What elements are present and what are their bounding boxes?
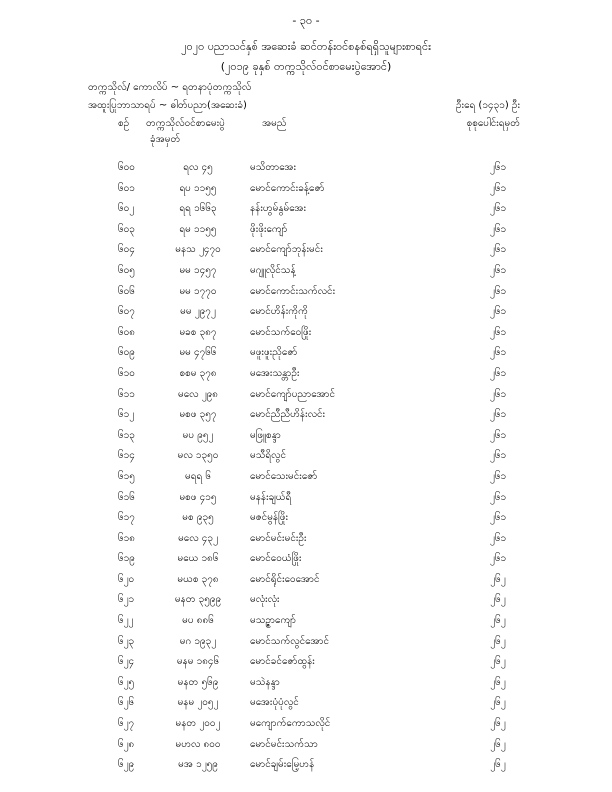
- col-header-score: စုစုပေါင်းရမှတ်: [466, 118, 520, 129]
- total-score: ၂၆၁: [489, 388, 507, 400]
- total-score: ၂၆၁: [489, 244, 507, 256]
- total-score: ၂၆၂: [490, 738, 506, 750]
- row-number: ၆၁၉: [118, 553, 135, 565]
- candidate-name: မသီရိလွင်: [250, 450, 287, 462]
- column-header-row: [0, 116, 612, 132]
- table-row: [0, 652, 612, 673]
- total-score: ၂၆၂: [490, 697, 506, 709]
- column-header-sub-row: [0, 132, 612, 148]
- roll-number: ရလ ၄၅: [183, 162, 213, 173]
- candidate-name: မအေးသန္တာဦး: [250, 367, 300, 379]
- total-score: ၂၆၂: [490, 718, 506, 730]
- candidate-name: မသဥ္ဇာကျော်: [250, 615, 296, 627]
- roll-number: မမ ၄၇၆၆: [179, 347, 217, 359]
- candidate-name: မောင်ကျော်ဘုန်းမင်း: [250, 244, 323, 256]
- candidate-name: မောင်သက်လွင်အောင်: [250, 635, 330, 647]
- table-row: [0, 220, 612, 241]
- roll-number: ရမ ၁၁၅၅: [179, 223, 217, 235]
- candidate-name: ဖိုးဖိုးကျော်: [250, 223, 288, 235]
- roll-number: မစဖ ၃၅၇: [179, 409, 217, 421]
- table-row: [0, 549, 612, 570]
- table-row: [0, 590, 612, 611]
- total-score: ၂၆၁: [489, 450, 507, 462]
- row-number: ၆၀၆: [118, 285, 135, 297]
- row-number: ၆၂၅: [118, 676, 135, 688]
- row-number: ၆၀၉: [118, 347, 135, 359]
- table-row: [0, 158, 612, 179]
- candidate-name: မနန်းချယ်ရီ: [250, 491, 292, 503]
- row-number: ၆၂၈: [118, 738, 135, 750]
- table-row: [0, 385, 612, 406]
- subject-label: အထူးပြုဘာသာရပ် ~ ဓါတ်ပညာ(အဆေးခံ): [88, 100, 247, 111]
- row-number: ၆၁၆: [118, 491, 135, 503]
- row-number: ၆၂၁: [118, 594, 135, 606]
- table-row: [0, 714, 612, 735]
- candidate-name: မောင်ဟိန်းကိုကို: [250, 306, 308, 318]
- table-row: [0, 755, 612, 776]
- table-row: [0, 405, 612, 426]
- row-number: ၆၁၇: [118, 512, 135, 524]
- row-number: ၆၀၇: [118, 306, 135, 318]
- total-score: ၂၆၂: [490, 676, 506, 688]
- roll-number: စစမ ၃၇၈: [179, 367, 217, 379]
- table-row: [0, 343, 612, 364]
- total-score: ၂၆၁: [489, 491, 507, 503]
- roll-number: မပ ၈၈၆: [182, 615, 214, 627]
- table-row: [0, 240, 612, 261]
- candidate-name: မောင်မင်းမင်းဦး: [250, 532, 307, 544]
- total-score: ၂၆၁: [489, 306, 507, 318]
- roll-number: မအ ၁၂၅၉: [178, 759, 218, 771]
- row-number: ၆၁၈: [118, 532, 135, 544]
- table-row: [0, 570, 612, 591]
- total-score: ၂၆၁: [489, 326, 507, 338]
- row-number: ၆၂၇: [118, 718, 135, 730]
- roll-number: မဟလ ၈၀၀: [175, 738, 221, 750]
- roll-number: ရပ ၁၁၅၅: [179, 182, 217, 194]
- roll-number: မလ ၁၃၅၀: [177, 450, 219, 462]
- candidate-name: မလုံးလုံး: [250, 594, 280, 606]
- total-score: ၂၆၂: [490, 635, 506, 647]
- roll-number: မခစ ၃၈၇: [179, 326, 217, 338]
- candidate-name: မောင်သက်ဝေဖြိုး: [250, 326, 312, 338]
- candidate-name: မောင်ဝေယံဖြိုး: [250, 553, 302, 565]
- candidate-name: မောင်ကျော်ပညာအောင်: [250, 388, 336, 400]
- total-score: ၂၆၁: [489, 409, 507, 421]
- candidate-name: မောင်ချမ်းမြေ့ဟန်: [250, 759, 315, 771]
- table-row: [0, 426, 612, 447]
- roll-number: မနမ ၁၈၄၆: [176, 656, 220, 668]
- roll-number: မနမ ၂၀၅၂: [177, 697, 219, 709]
- row-number: ၆၁၃: [118, 429, 135, 441]
- total-score: ၂၆၁: [489, 429, 507, 441]
- table-row: [0, 467, 612, 488]
- roll-number: မစ ၉၃၅: [182, 512, 214, 524]
- table-row: [0, 735, 612, 756]
- table-row: [0, 199, 612, 220]
- row-number: ၆၀၄: [118, 244, 135, 256]
- total-score: ၂၆၁: [489, 367, 507, 379]
- result-list: [0, 158, 612, 776]
- table-row: [0, 632, 612, 653]
- roll-number: မယေ ၁၈၆: [177, 553, 219, 565]
- row-number: ၆၁၀: [118, 367, 135, 379]
- total-score: ၂၆၂: [490, 573, 506, 585]
- row-number: ၆၁၅: [118, 470, 135, 482]
- roll-number: မမ ၁၄၅၇: [179, 264, 217, 276]
- roll-number: မရရ ၆: [184, 470, 211, 482]
- table-row: [0, 611, 612, 632]
- total-score: ၂၆၂: [490, 594, 506, 606]
- row-number: ၆၂၀: [118, 573, 135, 585]
- row-number: ၆၂၄: [118, 656, 135, 668]
- roll-number: မယစ ၃၇၈: [177, 573, 219, 585]
- candidate-name: မအေးပုံပုံလွင်: [250, 697, 299, 709]
- total-score: ၂၆၁: [489, 162, 507, 173]
- total-score: ၂၆၂: [490, 656, 506, 668]
- candidate-name: မောင်ကောင်းခန့်ဇော်: [250, 182, 325, 194]
- total-score: ၂၆၁: [489, 203, 507, 215]
- row-number: ၆၁၄: [118, 450, 135, 462]
- roll-number: မလေ ၂၉၈: [178, 388, 218, 400]
- candidate-name: မောင်ကောင်းသက်လင်း: [250, 285, 336, 297]
- row-number: ၆၁၁: [118, 388, 135, 400]
- table-row: [0, 529, 612, 550]
- table-row: [0, 364, 612, 385]
- total-score: ၂၆၁: [489, 182, 507, 194]
- roll-number: မမ ၁၇၇၀: [179, 285, 217, 297]
- table-row: [0, 488, 612, 509]
- document-subtitle: (၂၀၁၉ ခုနှစ် တက္ကသိုလ်ဝင်စာမေးပွဲအောင်): [220, 60, 392, 73]
- roll-number: မနတ ၂၀၀၂: [175, 718, 221, 730]
- table-row: [0, 282, 612, 303]
- document-title: ၂၀၂၀ ပညာသင်နှစ် အဆေးခံ ဆင်တန်းဝင်စနစ်ရရှိသူများစာရင်း: [181, 40, 431, 53]
- subject-header: [0, 98, 612, 114]
- total-score: ၂၆၂: [490, 615, 506, 627]
- row-number: ၆၀၈: [118, 326, 135, 338]
- row-number: ၆၂၉: [118, 759, 135, 771]
- roll-number: မနတ ၃၅၉၉: [174, 594, 222, 606]
- total-score: ၂၆၂: [490, 759, 506, 771]
- table-row: [0, 323, 612, 344]
- table-row: [0, 673, 612, 694]
- row-number: ၆၀၀: [118, 162, 135, 173]
- roll-number: မဂ ၁၉၃၂: [179, 635, 217, 647]
- row-number: ၆၀၃: [118, 223, 135, 235]
- candidate-name: မဂျူလိုင်သန့်: [250, 264, 296, 276]
- row-number: ၆၂၃: [118, 635, 135, 647]
- candidate-name: မသဲနန္ဒာ: [250, 676, 280, 688]
- candidate-name: နန်းဟွမ်နွမ်အေး: [250, 203, 307, 215]
- candidate-name: မောင်ခင်ဇော်ထွန်း: [250, 656, 315, 668]
- table-row: [0, 693, 612, 714]
- table-row: [0, 508, 612, 529]
- total-score: ၂၆၁: [489, 512, 507, 524]
- roll-number: မလေ ၄၃၂: [178, 532, 218, 544]
- page-number: - ၃၀ -: [292, 14, 320, 27]
- total-score: ၂၆၁: [489, 347, 507, 359]
- total-score: ၂၆၁: [489, 532, 507, 544]
- total-score: ၂၆၁: [489, 285, 507, 297]
- table-row: [0, 446, 612, 467]
- roll-number: ရရ ၁၆၆၃: [179, 203, 217, 215]
- candidate-name: မောင်သေးမင်းဇော်: [250, 470, 318, 482]
- total-score: ၂၆၁: [489, 264, 507, 276]
- row-number: ၆၀၅: [118, 264, 135, 276]
- col-header-no: စဉ်: [118, 118, 130, 129]
- candidate-name: မဖူးဖူးညိုဇော်: [250, 347, 298, 359]
- col-header-name: အမည်: [262, 118, 287, 129]
- table-row: [0, 302, 612, 323]
- candidate-name: မောင်မင်းသက်သာ: [250, 738, 318, 750]
- candidate-name: မောင်ညီညီဟိန်းလင်း: [250, 409, 326, 421]
- row-number: ၆၀၁: [118, 182, 135, 194]
- university-line: တက္ကသိုလ်/ ကောလိပ် ~ ရတနာပုံတက္ကသိုလ်: [88, 82, 252, 93]
- row-number: ၆၂၂: [118, 615, 134, 627]
- roll-number: မနသ ၂၄၇၀: [175, 244, 221, 256]
- roll-number: မပ ၉၅၂: [182, 429, 214, 441]
- candidate-name: မဖြူစန္ဒာ: [250, 429, 281, 441]
- table-row: [0, 261, 612, 282]
- col-header-roll-sub: ခုံအမှတ်: [150, 134, 181, 145]
- roll-number: မမ ၂၉၇၂: [180, 306, 216, 318]
- row-number: ၆၁၂: [118, 409, 135, 421]
- candidate-name: မသိတာအေး: [250, 162, 296, 173]
- total-score: ၂၆၁: [489, 470, 507, 482]
- col-header-roll: တက္ကသိုလ်ဝင်စာမေးပွဲ: [146, 118, 225, 129]
- roll-number: မနတ ၅၆၉: [177, 676, 219, 688]
- row-number: ၆၀၂: [118, 203, 135, 215]
- total-score: ၂၆၁: [489, 223, 507, 235]
- table-row: [0, 179, 612, 200]
- total-score: ၂၆၁: [489, 553, 507, 565]
- candidate-name: မကျောက်ကောသလိုင်: [250, 718, 331, 730]
- candidate-name: မောင်ရိုင်းဝေအောင်: [250, 573, 320, 585]
- total-count: ဦးရေ (၁၄၃၁) ဦး: [455, 100, 520, 111]
- row-number: ၆၂၆: [118, 697, 135, 709]
- candidate-name: မဇင်မွန်ဖြိုး: [250, 512, 289, 524]
- roll-number: မစဖ ၄၁၅: [179, 491, 217, 503]
